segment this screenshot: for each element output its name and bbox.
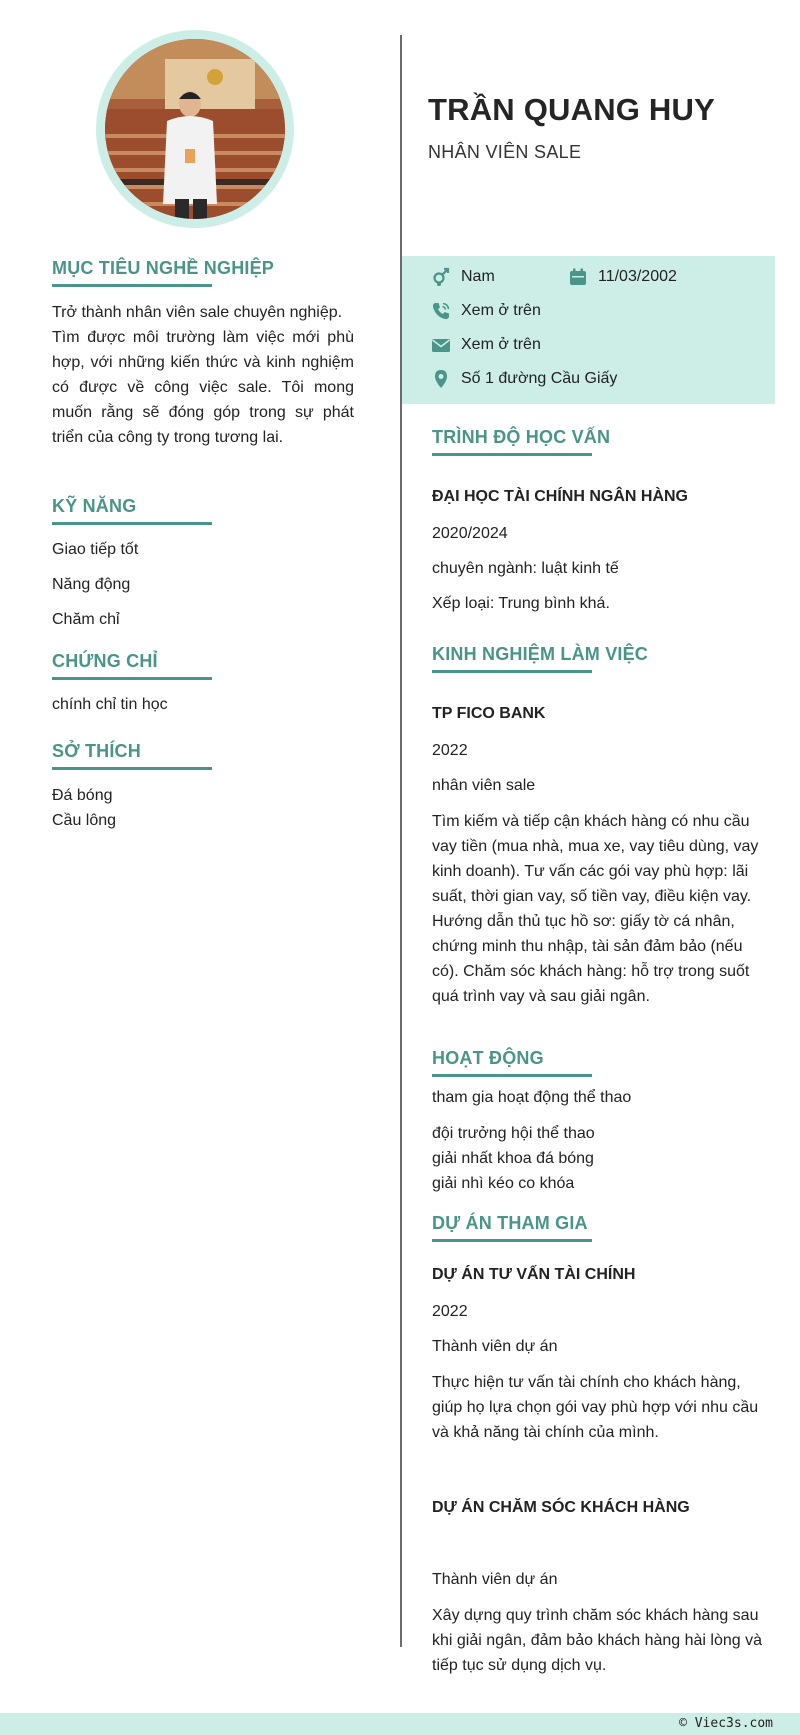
activity-details: [432, 1121, 762, 1196]
hobby-item: Cầu lông: [52, 812, 117, 829]
avatar-photo: [105, 39, 285, 219]
contact-panel: [402, 256, 775, 404]
education-section: [432, 427, 762, 456]
contact-address: [430, 368, 617, 390]
hobbies-section: [52, 741, 354, 770]
project-role: Thành viên dự án: [432, 1338, 558, 1355]
project-role: Thành viên dự án: [432, 1571, 558, 1588]
section-underline: [52, 767, 212, 770]
activity-name: tham gia hoạt động thể thao: [432, 1089, 632, 1106]
section-title: TRÌNH ĐỘ HỌC VẤN: [432, 427, 611, 447]
activities-section: [432, 1048, 762, 1077]
email-value: Xem ở trên: [461, 336, 541, 353]
section-underline: [52, 677, 212, 680]
footer-bar: [0, 1713, 800, 1735]
activity-detail: đội trưởng hội thể thao: [432, 1125, 595, 1142]
skill-item: Năng động: [52, 576, 131, 593]
phone-value: Xem ở trên: [461, 302, 541, 319]
calendar-icon: [567, 266, 589, 288]
project-year: 2022: [432, 1303, 468, 1320]
project-name: DỰ ÁN CHĂM SÓC KHÁCH HÀNG: [432, 1499, 690, 1516]
contact-birthdate: [567, 266, 677, 288]
certificate-item: chính chỉ tin học: [52, 696, 168, 713]
contact-phone: [430, 300, 541, 322]
activity-detail: giải nhất khoa đá bóng: [432, 1150, 594, 1167]
gender-value: Nam: [461, 268, 495, 285]
objective-section: [52, 258, 354, 287]
skill-item: Giao tiếp tốt: [52, 541, 139, 558]
objective-text: [52, 300, 354, 450]
project-description: Xây dựng quy trình chăm sóc khách hàng sau khi giải ngân, đảm bảo khách hàng hài lòng và tiếp tục sử dụng dịch vụ.: [432, 1607, 763, 1674]
activity-detail: giải nhì kéo co khóa: [432, 1175, 575, 1192]
section-underline: [432, 1239, 592, 1242]
section-underline: [52, 522, 212, 525]
section-underline: [432, 1074, 592, 1077]
projects-section: [432, 1213, 762, 1242]
skill-item: Chăm chỉ: [52, 611, 120, 628]
section-underline: [432, 453, 592, 456]
section-title: KỸ NĂNG: [52, 496, 137, 516]
avatar-frame: [96, 30, 294, 228]
section-title: SỞ THÍCH: [52, 741, 141, 761]
certificates-section: [52, 651, 354, 680]
experience-year: 2022: [432, 742, 468, 759]
section-title: CHỨNG CHỈ: [52, 651, 158, 671]
avatar: [105, 39, 285, 219]
candidate-name: TRẦN QUANG HUY: [428, 92, 715, 127]
education-major: chuyên ngành: luật kinh tế: [432, 560, 619, 577]
education-rank: Xếp loại: Trung bình khá.: [432, 595, 610, 612]
section-underline: [52, 284, 212, 287]
mail-icon: [430, 334, 452, 356]
project-name: DỰ ÁN TƯ VẤN TÀI CHÍNH: [432, 1266, 636, 1283]
contact-gender: [430, 266, 495, 288]
section-title: HOẠT ĐỘNG: [432, 1048, 544, 1068]
experience-description: Tìm kiếm và tiếp cận khách hàng có nhu cầu vay tiền (mua nhà, mua xe, vay tiêu dùng, vay kinh doanh). Tư vấn các gói vay phù hợp: lãi suất, thời gian vay, số tiền vay, điều kiện vay. Hướng dẫn thủ tục hồ sơ: giấy tờ cá nhân, chứng minh thu nhập, tài sản đảm bảo (nếu có). Chăm sóc khách hàng: hỗ trợ trong suốt quá trình vay và sau giải ngân.: [432, 813, 759, 1005]
location-icon: [430, 368, 452, 390]
section-title: DỰ ÁN THAM GIA: [432, 1213, 588, 1233]
gender-icon: [430, 266, 452, 288]
project-description: Thực hiện tư vấn tài chính cho khách hàng, giúp họ lựa chọn gói vay phù hợp với nhu cầu và khả năng tài chính của mình.: [432, 1374, 759, 1441]
section-underline: [432, 670, 592, 673]
contact-email: [430, 334, 541, 356]
experience-position: nhân viên sale: [432, 777, 536, 794]
phone-icon: [430, 300, 452, 322]
candidate-role: NHÂN VIÊN SALE: [428, 142, 582, 162]
hobby-item: Đá bóng: [52, 787, 113, 804]
experience-company: TP FICO BANK: [432, 705, 546, 722]
objective-line: Trở thành nhân viên sale chuyên nghiệp.: [52, 304, 343, 321]
objective-paragraph: Tìm được môi trường làm việc mới phù hợp, với những kiến thức và kinh nghiệm có được về công việc sale. Tôi mong muốn rằng sẽ đóng góp trong sự phát triển của công ty trong tương lai.: [52, 329, 354, 446]
birthdate-value: 11/03/2002: [598, 268, 677, 285]
skills-section: [52, 496, 354, 525]
address-value: Số 1 đường Cầu Giấy: [461, 370, 618, 387]
section-title: MỤC TIÊU NGHỀ NGHIỆP: [52, 258, 275, 278]
education-period: 2020/2024: [432, 525, 508, 542]
experience-section: [432, 644, 762, 673]
education-school: ĐẠI HỌC TÀI CHÍNH NGÂN HÀNG: [432, 488, 688, 505]
footer-copyright: © Viec3s.com: [679, 1716, 773, 1731]
section-title: KINH NGHIỆM LÀM VIỆC: [432, 644, 649, 664]
